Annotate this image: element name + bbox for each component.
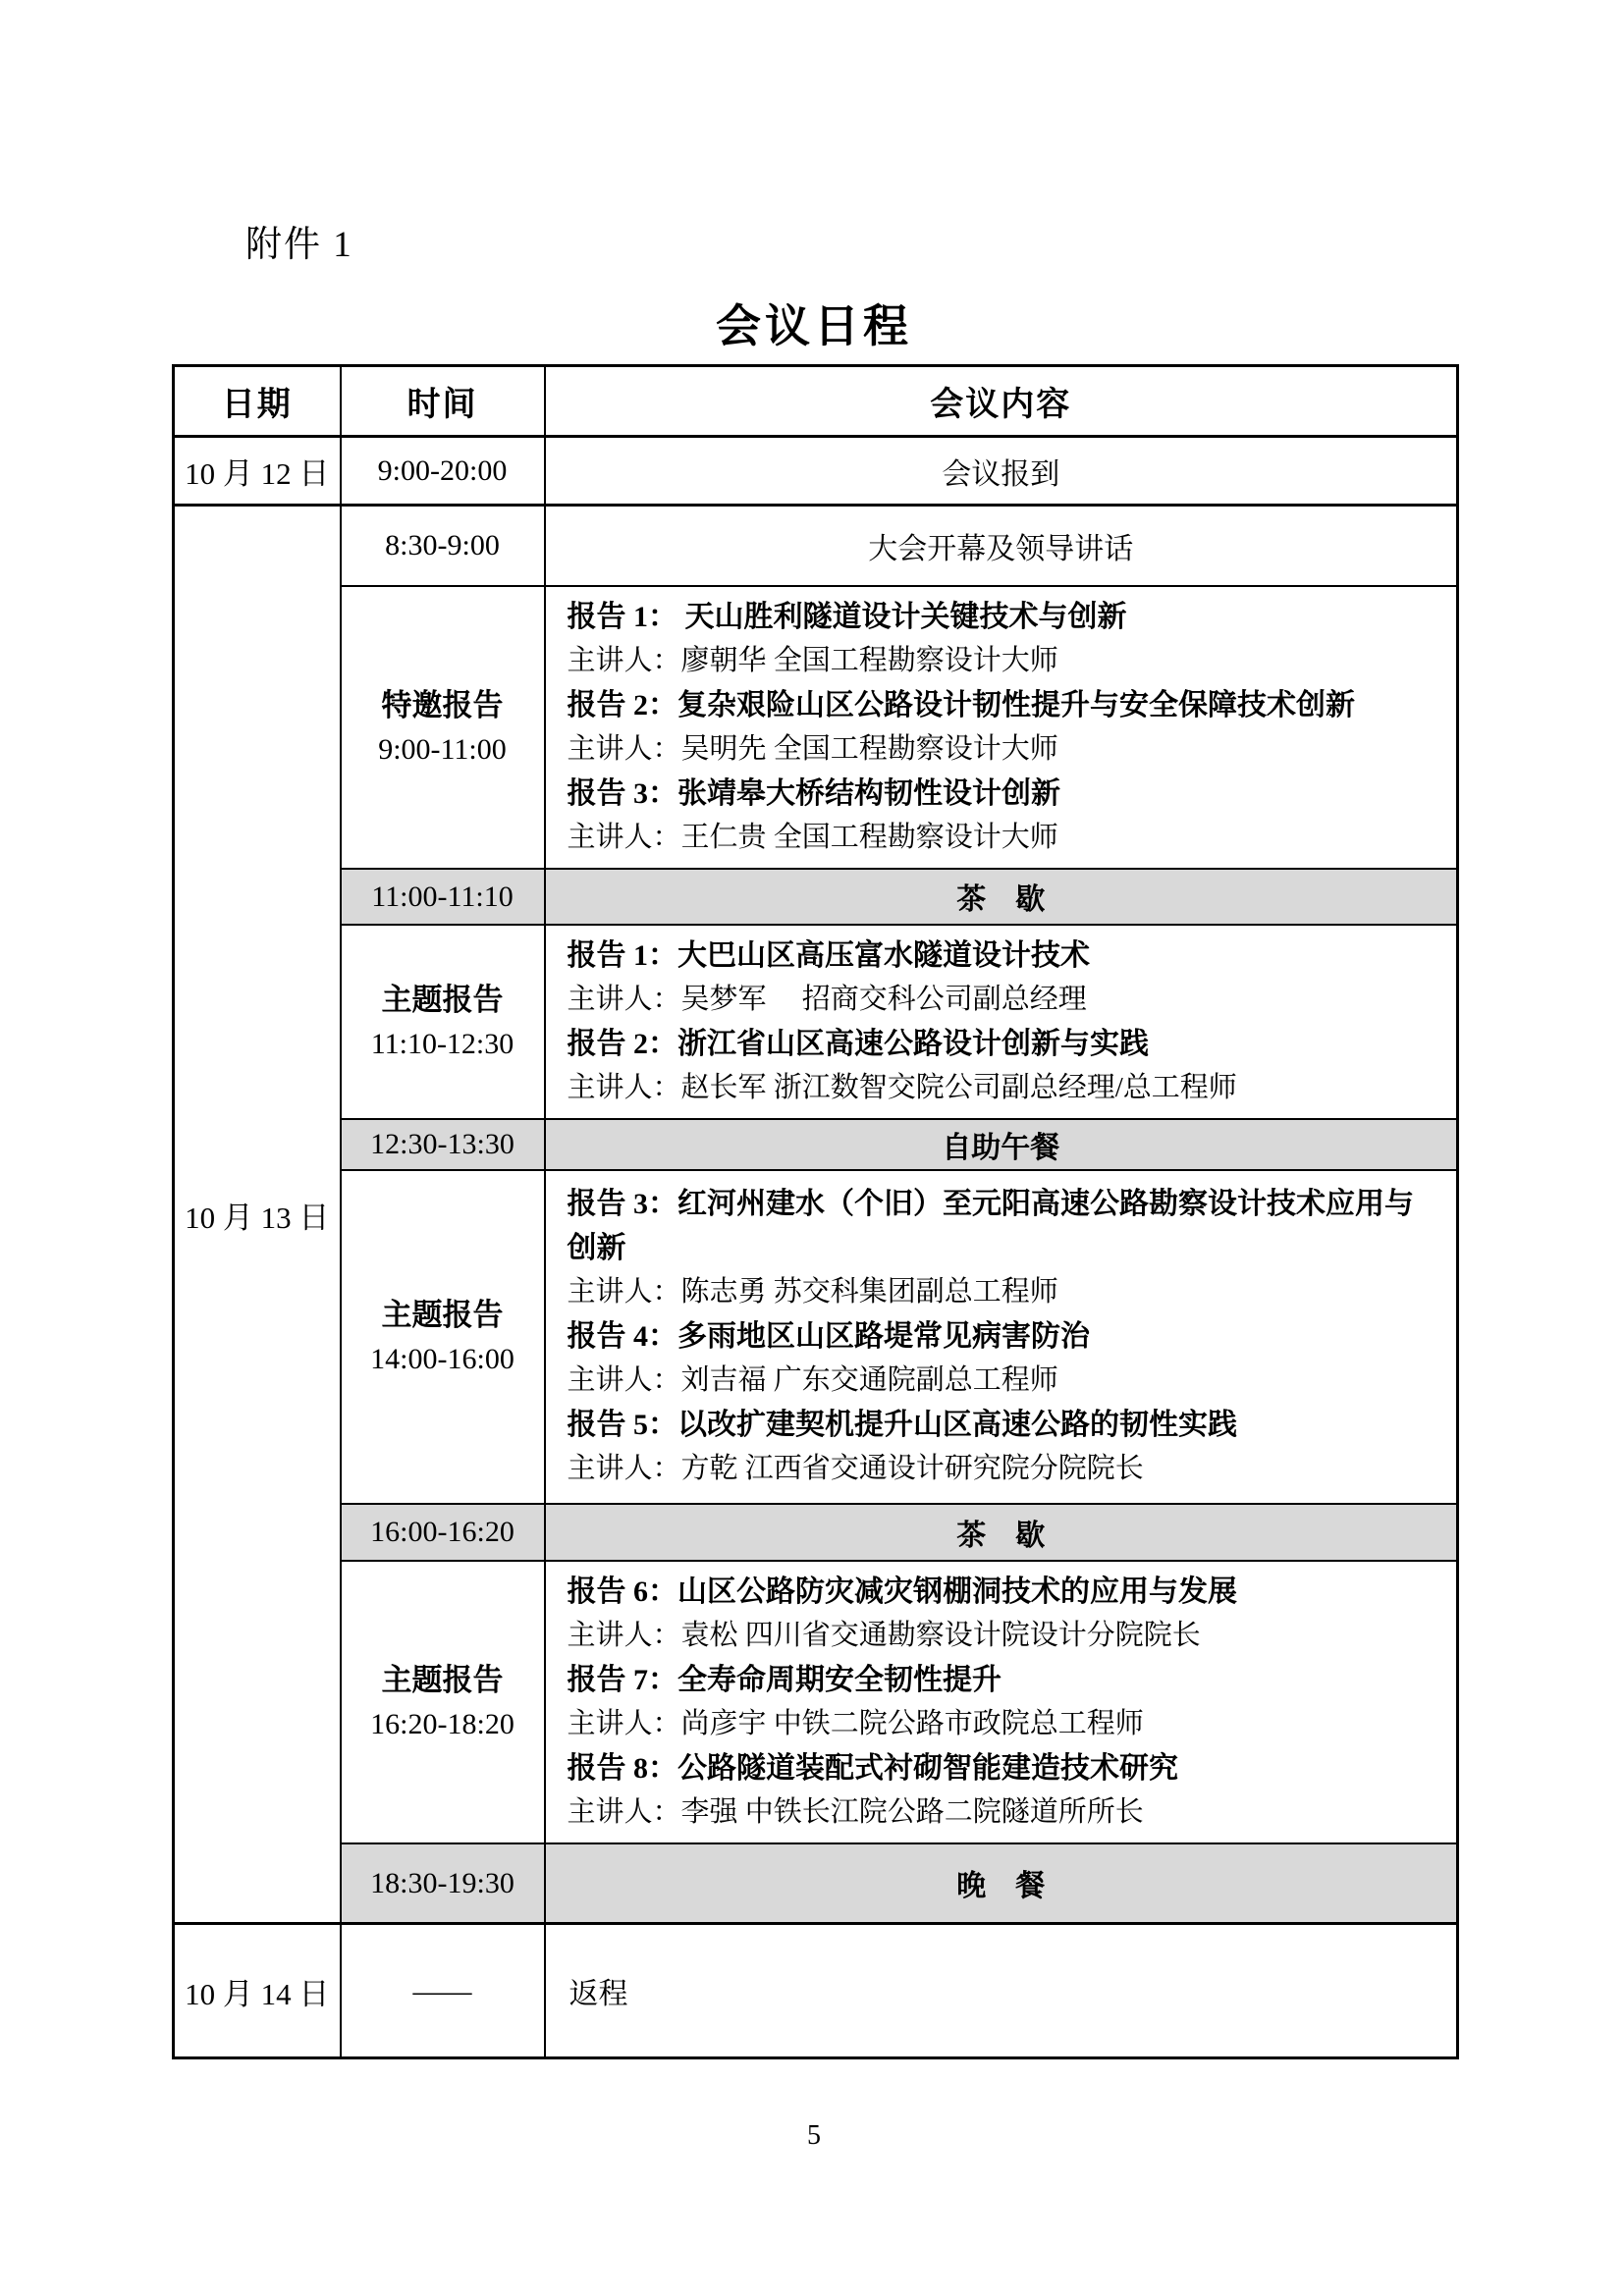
session-label: 主题报告 — [381, 982, 504, 1017]
session-time: 16:20-18:20 — [370, 1707, 514, 1740]
report-title: 报告 2：浙江省山区高速公路设计创新与实践 — [567, 1027, 1149, 1060]
session-label: 特邀报告 — [381, 687, 504, 722]
report-title: 报告 1：大巴山区高压富水隧道设计技术 — [567, 938, 1090, 972]
day14-date-cell: 10 月 14 日 — [174, 1924, 341, 2058]
header-content-cell: 会议内容 — [545, 366, 1458, 437]
lunch-content-cell: 自助午餐 — [545, 1119, 1458, 1170]
speaker-line: 主讲人：刘吉福 广东交通院副总工程师 — [567, 1364, 1058, 1396]
agenda-table — [172, 364, 1459, 2059]
keynote2-session-cell — [341, 1170, 545, 1504]
report-title: 报告 1： 天山胜利隧道设计关键技术与创新 — [567, 600, 1127, 633]
session-label: 主题报告 — [381, 1297, 504, 1332]
opening-time-cell: 8:30-9:00 — [341, 506, 545, 586]
speaker-line: 主讲人：王仁贵 全国工程勘察设计大师 — [567, 821, 1058, 853]
keynote1-session-cell — [341, 925, 545, 1119]
invited-reports-cell — [545, 586, 1458, 869]
lunch-time-cell: 12:30-13:30 — [341, 1119, 545, 1170]
break1-time-cell: 11:00-11:10 — [341, 869, 545, 925]
report-title: 报告 7：全寿命周期安全韧性提升 — [567, 1663, 1001, 1696]
break2-time-cell: 16:00-16:20 — [341, 1504, 545, 1561]
day14-time-cell: —— — [341, 1924, 545, 2058]
report-title: 报告 3：张靖皋大桥结构韧性设计创新 — [567, 776, 1060, 810]
keynote1-session-row — [174, 925, 1458, 1119]
keynote1-reports-cell — [545, 925, 1458, 1119]
speaker-line: 主讲人：赵长军 浙江数智交院公司副总经理/总工程师 — [567, 1071, 1237, 1103]
day12-content-cell: 会议报到 — [545, 437, 1458, 506]
attachment-label: 附件 1 — [245, 225, 353, 265]
keynote2-reports-cell — [545, 1170, 1458, 1504]
invited-session-row — [174, 586, 1458, 869]
day12-date-cell: 10 月 12 日 — [174, 437, 341, 506]
keynote3-session-cell — [341, 1561, 545, 1843]
break1-content-cell: 茶 歇 — [545, 869, 1458, 925]
dinner-time-cell: 18:30-19:30 — [341, 1843, 545, 1924]
session-time: 11:10-12:30 — [370, 1027, 514, 1060]
break2-content-cell: 茶 歇 — [545, 1504, 1458, 1561]
keynote3-reports-cell — [545, 1561, 1458, 1843]
speaker-line: 主讲人：陈志勇 苏交科集团副总工程师 — [567, 1276, 1058, 1308]
report-title: 报告 2：复杂艰险山区公路设计韧性提升与安全保障技术创新 — [567, 688, 1355, 721]
dinner-content-cell: 晚 餐 — [545, 1843, 1458, 1924]
page-number: 5 — [807, 2120, 821, 2151]
speaker-line: 主讲人：尚彦宇 中铁二院公路市政院总工程师 — [567, 1707, 1144, 1739]
speaker-line: 主讲人：廖朝华 全国工程勘察设计大师 — [567, 644, 1058, 676]
session-label: 主题报告 — [381, 1662, 504, 1697]
document-title: 会议日程 — [716, 301, 912, 351]
tea-break-row — [174, 1504, 1458, 1561]
session-time: 9:00-11:00 — [378, 732, 507, 766]
invited-session-cell — [341, 586, 545, 869]
lunch-row — [174, 1119, 1458, 1170]
speaker-line: 主讲人：吴梦军 招商交科公司副总经理 — [567, 983, 1087, 1015]
speaker-line: 主讲人：吴明先 全国工程勘察设计大师 — [567, 732, 1058, 765]
day14-row — [174, 1924, 1458, 2058]
report-title: 报告 3：红河州建水（个旧）至元阳高速公路勘察设计技术应用与创新 — [567, 1188, 1414, 1264]
day13-opening-row — [174, 506, 1458, 586]
speaker-line: 主讲人：袁松 四川省交通勘察设计院设计分院院长 — [567, 1619, 1201, 1651]
keynote3-session-row — [174, 1561, 1458, 1843]
report-title: 报告 8：公路隧道装配式衬砌智能建造技术研究 — [567, 1751, 1178, 1785]
keynote2-session-row — [174, 1170, 1458, 1504]
day12-row — [174, 437, 1458, 506]
day13-date-cell: 10 月 13 日 — [174, 506, 341, 1924]
speaker-line: 主讲人：方乾 江西省交通设计研究院分院院长 — [567, 1453, 1144, 1484]
report-title: 报告 4：多雨地区山区路堤常见病害防治 — [567, 1320, 1090, 1353]
header-row — [174, 366, 1458, 437]
header-date-cell: 日期 — [174, 366, 341, 437]
day14-content-cell: 返程 — [545, 1924, 1458, 2058]
header-time-cell: 时间 — [341, 366, 545, 437]
session-time: 14:00-16:00 — [370, 1342, 514, 1375]
dinner-row — [174, 1843, 1458, 1924]
tea-break-row — [174, 869, 1458, 925]
speaker-line: 主讲人：李强 中铁长江院公路二院隧道所所长 — [567, 1795, 1144, 1828]
report-title: 报告 5：以改扩建契机提升山区高速公路的韧性实践 — [567, 1409, 1237, 1441]
report-title: 报告 6：山区公路防灾减灾钢棚洞技术的应用与发展 — [567, 1575, 1237, 1608]
day12-time-cell: 9:00-20:00 — [341, 437, 545, 506]
opening-content-cell: 大会开幕及领导讲话 — [545, 506, 1458, 586]
